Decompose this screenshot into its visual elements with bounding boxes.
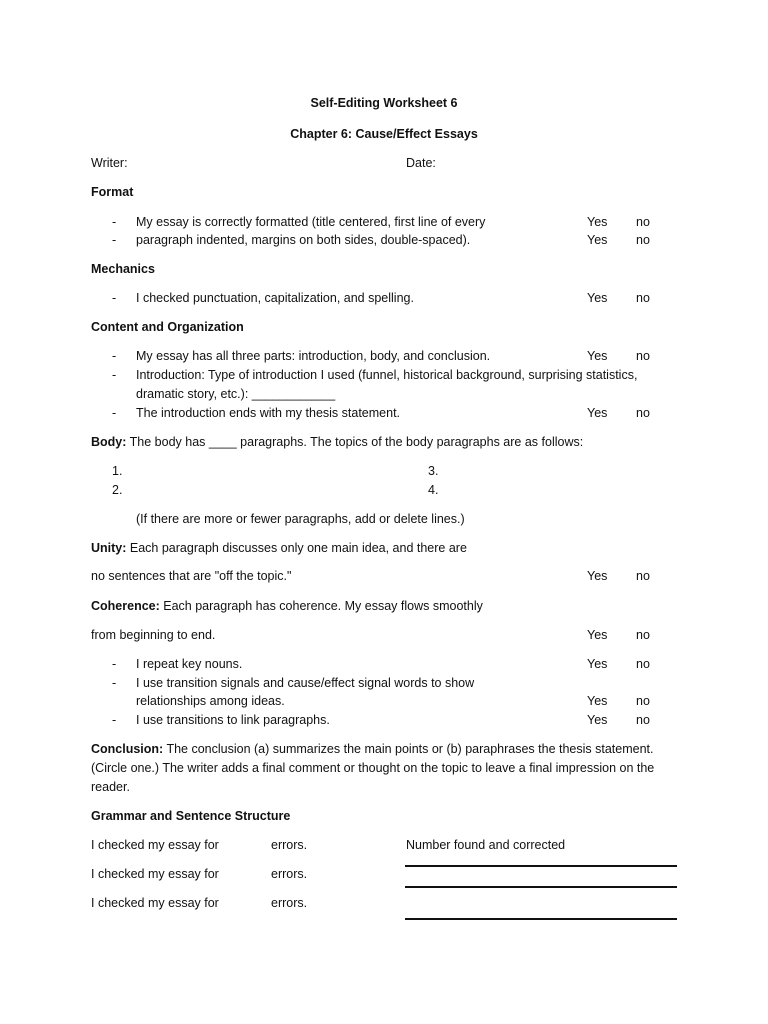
page-title: Self-Editing Worksheet 6 — [310, 96, 458, 110]
yes-option: Yes — [587, 694, 608, 708]
bullet-dash: - — [112, 349, 117, 363]
grammar-checked-label: I checked my essay for — [91, 896, 219, 910]
body-note: (If there are more or fewer paragraphs, add or delete lines.) — [136, 512, 465, 526]
yes-option: Yes — [587, 349, 608, 363]
grammar-errors-label: errors. — [271, 896, 308, 910]
bullet-dash: - — [112, 291, 117, 305]
format-item: My essay is correctly formatted (title centered, first line of every — [136, 215, 486, 229]
yes-option: Yes — [587, 291, 608, 305]
conclusion-label: Conclusion: — [91, 742, 164, 756]
answer-line[interactable] — [405, 865, 677, 867]
bullet-dash: - — [112, 676, 117, 690]
answer-line[interactable] — [405, 918, 677, 920]
grammar-found-label: Number found and corrected — [406, 838, 566, 852]
mechanics-item: I checked punctuation, capitalization, and spelling. — [136, 291, 414, 305]
coherence-item: I repeat key nouns. — [136, 657, 243, 671]
coherence-item: I use transition signals and cause/effect signal words to show — [136, 676, 475, 690]
bullet-dash: - — [112, 713, 117, 727]
bullet-dash: - — [112, 368, 117, 382]
grammar-errors-label: errors. — [271, 867, 308, 881]
no-option: no — [636, 349, 650, 363]
coherence-label: Coherence: — [91, 599, 160, 613]
page-subtitle: Chapter 6: Cause/Effect Essays — [290, 127, 478, 141]
bullet-dash: - — [112, 215, 117, 229]
unity-text: Each paragraph discusses only one main idea, and there are — [126, 541, 467, 555]
answer-line[interactable] — [405, 886, 677, 888]
grammar-checked-label: I checked my essay for — [91, 867, 219, 881]
writer-label: Writer: — [91, 156, 128, 170]
yes-option: Yes — [587, 233, 608, 247]
bullet-dash: - — [112, 233, 117, 247]
content-item: The introduction ends with my thesis statement. — [136, 406, 401, 420]
no-option: no — [636, 628, 650, 642]
no-option: no — [636, 233, 650, 247]
bullet-dash: - — [112, 657, 117, 671]
grammar-heading: Grammar and Sentence Structure — [91, 809, 291, 823]
no-option: no — [636, 713, 650, 727]
grammar-errors-label: errors. — [271, 838, 308, 852]
no-option: no — [636, 569, 650, 583]
body-text: The body has ____ paragraphs. The topics of the body paragraphs are as follows: — [126, 435, 584, 449]
conclusion-line-3: reader. — [91, 780, 130, 794]
no-option: no — [636, 406, 650, 420]
conclusion-line — [91, 742, 654, 757]
bullet-dash: - — [112, 406, 117, 420]
yes-option: Yes — [587, 406, 608, 420]
content-item: dramatic story, etc.): ____________ — [136, 387, 336, 401]
body-label: Body: — [91, 435, 127, 449]
yes-option: Yes — [587, 657, 608, 671]
yes-option: Yes — [587, 628, 608, 642]
date-label: Date: — [406, 156, 436, 170]
format-heading: Format — [91, 185, 134, 199]
grammar-checked-label: I checked my essay for — [91, 838, 219, 852]
body-number-3: 3. — [428, 464, 439, 478]
yes-option: Yes — [587, 569, 608, 583]
no-option: no — [636, 291, 650, 305]
body-number-1: 1. — [112, 464, 123, 478]
coherence-text: Each paragraph has coherence. My essay flows smoothly — [159, 599, 483, 613]
unity-line — [91, 541, 467, 556]
format-item: paragraph indented, margins on both sides, double-spaced). — [136, 233, 471, 247]
coherence-item: I use transitions to link paragraphs. — [136, 713, 330, 727]
mechanics-heading: Mechanics — [91, 262, 155, 276]
no-option: no — [636, 657, 650, 671]
unity-label: Unity: — [91, 541, 127, 555]
coherence-line — [91, 599, 483, 614]
content-item: Introduction: Type of introduction I used (funnel, historical background, surprising statistics, — [136, 368, 638, 382]
no-option: no — [636, 694, 650, 708]
no-option: no — [636, 215, 650, 229]
content-item: My essay has all three parts: introduction, body, and conclusion. — [136, 349, 491, 363]
conclusion-line-2: (Circle one.) The writer adds a final comment or thought on the topic to leave a final impression on the — [91, 761, 655, 775]
unity-line-2: no sentences that are "off the topic." — [91, 569, 292, 583]
yes-option: Yes — [587, 215, 608, 229]
content-heading: Content and Organization — [91, 320, 244, 334]
yes-option: Yes — [587, 713, 608, 727]
body-number-2: 2. — [112, 483, 123, 497]
coherence-line-2: from beginning to end. — [91, 628, 216, 642]
body-number-4: 4. — [428, 483, 439, 497]
body-line — [91, 435, 583, 450]
coherence-item: relationships among ideas. — [136, 694, 285, 708]
conclusion-text: The conclusion (a) summarizes the main points or (b) paraphrases the thesis statement. — [163, 742, 654, 756]
